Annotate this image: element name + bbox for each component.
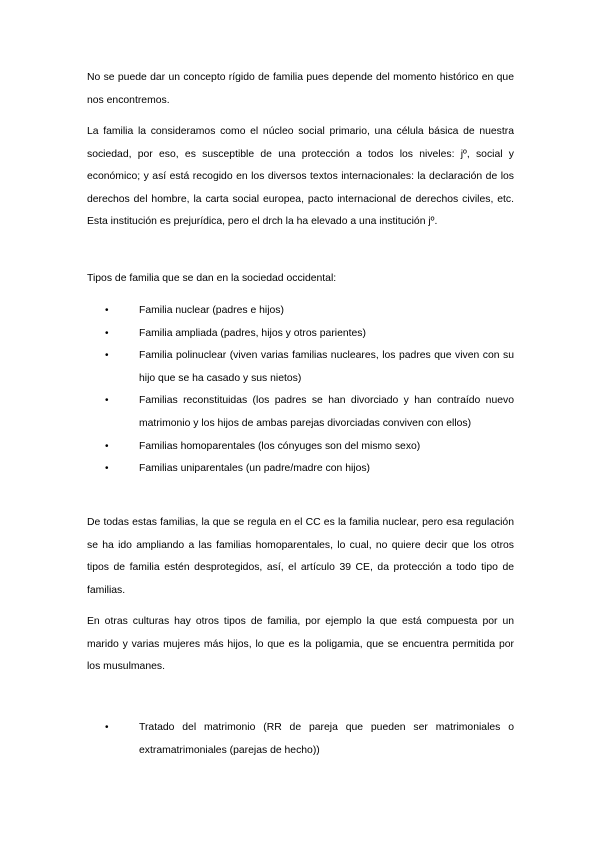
intro-paragraph: No se puede dar un concepto rígido de familia pues depende del momento histórico en que nos encontremos. — [87, 72, 514, 106]
family-definition-paragraph: La familia la consideramos como el núcleo social primario, una célula básica de nuestra sociedad, por eso, es susceptible de una protección a todos los niveles: jº, social y económico; y así está recogido en los diversos textos internacionales: la declaración de los derechos del hombre, la carta social europea, pacto internacional de derechos civiles, etc. Esta institución es prejurídica, pero el drch la ha elevado a una institución jº. — [87, 126, 514, 228]
list-item — [87, 323, 514, 346]
list-item-text: Familia ampliada (padres, hijos y otros parientes) — [139, 327, 366, 339]
family-types-list — [87, 300, 514, 481]
list-item — [87, 300, 514, 323]
list-item — [87, 458, 514, 481]
bullet-icon: • — [105, 327, 109, 339]
list-item-text: Familia nuclear (padres e hijos) — [139, 305, 284, 316]
list-item-text: Familias homoparentales (los cónyuges son del mismo sexo) — [139, 440, 421, 452]
bullet-icon: • — [105, 395, 109, 407]
regulation-paragraph: De todas estas familias, la que se regula en el CC es la familia nuclear, pero esa regulación se ha ido ampliando a las familias homoparentales, lo cual, no quiere decir que los otros tipos de familia estén desprotegidos, así, el artículo 39 CE, da protección a todo tipo de familias. — [87, 517, 514, 596]
list-item-text: Familias reconstituidas (los padres se han divorciado y han contraído nuevo matrimonio y los hijos de ambas parejas divorciadas conviven con ellos) — [139, 395, 514, 429]
bullet-icon: • — [105, 722, 109, 733]
list-item-text: Tratado del matrimonio (RR de pareja que pueden ser matrimoniales o extramatrimoniales (parejas de hecho)) — [139, 722, 514, 756]
bullet-icon: • — [105, 350, 109, 362]
list-item-text: Familia polinuclear (viven varias familias nucleares, los padres que viven con su hijo que se ha casado y sus nietos) — [139, 350, 514, 384]
family-types-heading: Tipos de familia que se dan en la sociedad occidental: — [87, 273, 337, 284]
list-item — [87, 436, 514, 459]
bullet-icon: • — [105, 305, 109, 316]
list-item-text: Familias uniparentales (un padre/madre con hijos) — [139, 463, 371, 475]
list-item — [87, 345, 514, 390]
marriage-list — [87, 717, 514, 762]
bullet-icon: • — [105, 440, 109, 452]
list-item — [87, 717, 514, 762]
bullet-icon: • — [105, 463, 109, 475]
list-item — [87, 390, 514, 435]
other-cultures-paragraph: En otras culturas hay otros tipos de familia, por ejemplo la que está compuesta por un marido y varias mujeres más hijos, lo que es la poligamia, que se encuentra permitida por los musulmanes. — [87, 616, 514, 673]
